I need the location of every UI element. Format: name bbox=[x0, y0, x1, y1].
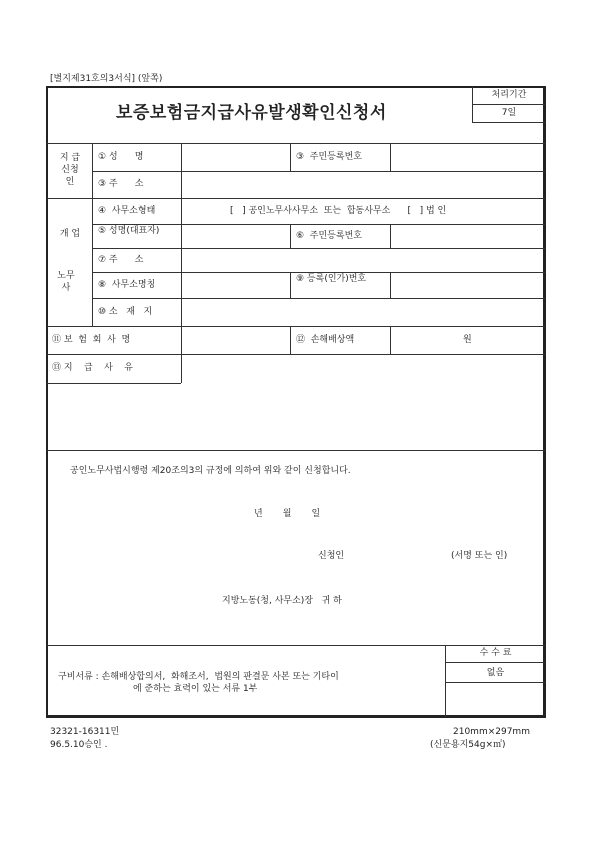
damages-unit: 원 bbox=[463, 335, 472, 345]
form-number-note: [별지제31호의3서식] (앞쪽) bbox=[50, 74, 163, 84]
applicant-name-label: ① 성 명 bbox=[98, 152, 144, 162]
footer-paper-size: 210mm×297mm bbox=[453, 727, 530, 737]
processing-period-box bbox=[472, 87, 545, 123]
office-type-options: [ ] 공인노무사사무소 또는 합동사무소 [ ] 법 인 bbox=[230, 206, 447, 216]
signature-or-seal: (서명 또는 인) bbox=[451, 551, 508, 561]
declaration-statement: 공인노무사법시행령 제20조의3의 규정에 의하여 위와 같이 신청합니다. bbox=[70, 466, 351, 476]
processing-period-value: 7일 bbox=[501, 108, 517, 118]
payment-reason-label: ⑬ 지 급 사 유 bbox=[52, 363, 133, 373]
required-documents-line2: 에 준하는 효력이 있는 서류 1부 bbox=[133, 684, 258, 694]
applicant-section-label: 지 급 신청 인 bbox=[59, 153, 81, 187]
footer-paper-type: (신문용지54g×㎡) bbox=[430, 740, 506, 750]
agent-rrn-label: ⑥ 주민등록번호 bbox=[296, 231, 362, 241]
registration-number-label: ⑨ 등록(인가)번호 bbox=[296, 274, 367, 284]
footer-form-code: 32321-16311민 bbox=[50, 727, 120, 737]
form-title: 보증보험금지급사유발생확인신청서 bbox=[116, 103, 387, 123]
processing-period-label: 처리기간 bbox=[491, 90, 527, 100]
fee-label: 수 수 료 bbox=[479, 648, 512, 658]
applicant-signature-label: 신청인 bbox=[318, 551, 345, 561]
applicant-address-label: ③ 주 소 bbox=[98, 179, 144, 189]
agent-address-label: ⑦ 주 소 bbox=[98, 255, 144, 265]
applicant-rrn-label: ③ 주민등록번호 bbox=[296, 152, 362, 162]
agent-section-label-bottom: 노무 사 bbox=[57, 271, 75, 293]
agent-section-label-top: 개 업 bbox=[59, 229, 81, 239]
office-type-label: ④ 사무소형태 bbox=[98, 206, 156, 216]
addressee: 지방노동(청, 사무소)장 귀 하 bbox=[222, 596, 342, 606]
footer-approval: 96.5.10승인 . bbox=[50, 740, 108, 750]
required-documents-line1: 구비서류 : 손해배상합의서, 화해조서, 법원의 판결문 사본 또는 기타이 bbox=[58, 672, 339, 682]
agent-name-label: ⑤ 성명(대표자) bbox=[98, 226, 160, 236]
office-name-label: ⑧ 사무소명칭 bbox=[98, 280, 156, 290]
insurance-company-label: ⑪ 보 험 회 사 명 bbox=[52, 335, 131, 345]
location-label: ⑩ 소 재 지 bbox=[98, 307, 153, 317]
damages-amount-label: ⑫ 손해배상액 bbox=[296, 335, 355, 345]
declaration-date: 년 월 일 bbox=[254, 509, 321, 519]
fee-value: 없음 bbox=[486, 668, 505, 678]
